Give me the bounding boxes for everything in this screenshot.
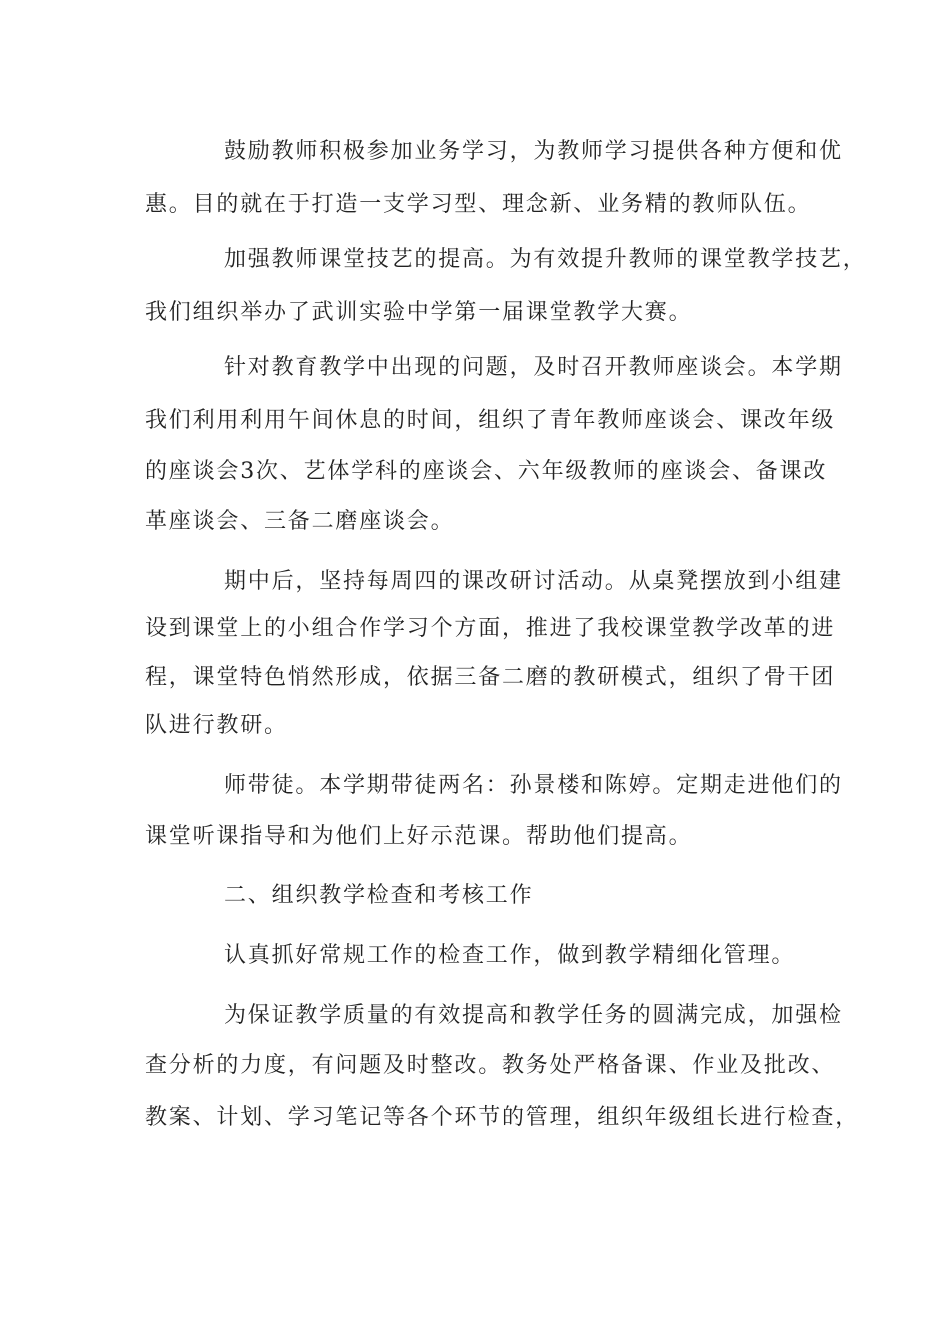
- text-line: 的座谈会3次、艺体学科的座谈会、六年级教师的座谈会、备课改: [145, 459, 828, 484]
- text-line: 教案、计划、学习笔记等各个环节的管理，组织年级组长进行检查，: [145, 1105, 860, 1130]
- text-line: 查分析的力度，有问题及时整改。教务处严格备课、作业及批改、: [145, 1053, 836, 1078]
- text-line: 期中后，坚持每周四的课改研讨活动。从桌凳摆放到小组建: [224, 569, 843, 594]
- text-line: 认真抓好常规工作的检查工作，做到教学精细化管理。: [224, 943, 796, 968]
- text-line: 师带徒。本学期带徒两名：孙景楼和陈婷。定期走进他们的: [224, 773, 843, 798]
- text-line: 课堂听课指导和为他们上好示范课。帮助他们提高。: [145, 824, 693, 849]
- text-line: 针对教育教学中出现的问题，及时召开教师座谈会。本学期: [224, 355, 843, 380]
- text-line: 程，课堂特色悄然形成，依据三备二磨的教研模式，组织了骨干团: [145, 665, 836, 690]
- text-line: 鼓励教师积极参加业务学习，为教师学习提供各种方便和优: [224, 139, 843, 164]
- text-line: 我们组织举办了武训实验中学第一届课堂教学大赛。: [145, 300, 693, 325]
- text-line: 队进行教研。: [145, 713, 288, 738]
- text-line: 惠。目的就在于打造一支学习型、理念新、业务精的教师队伍。: [145, 192, 812, 217]
- text-line: 为保证教学质量的有效提高和教学任务的圆满完成，加强检: [224, 1003, 843, 1028]
- text-line: 我们利用利用午间休息的时间，组织了青年教师座谈会、课改年级: [145, 408, 836, 433]
- text-line: 设到课堂上的小组合作学习个方面，推进了我校课堂教学改革的进: [145, 616, 836, 641]
- text-line: 革座谈会、三备二磨座谈会。: [145, 509, 455, 534]
- section-heading: 二、组织教学检查和考核工作: [224, 883, 534, 908]
- text-line: 加强教师课堂技艺的提高。为有效提升教师的课堂教学技艺，: [224, 247, 867, 272]
